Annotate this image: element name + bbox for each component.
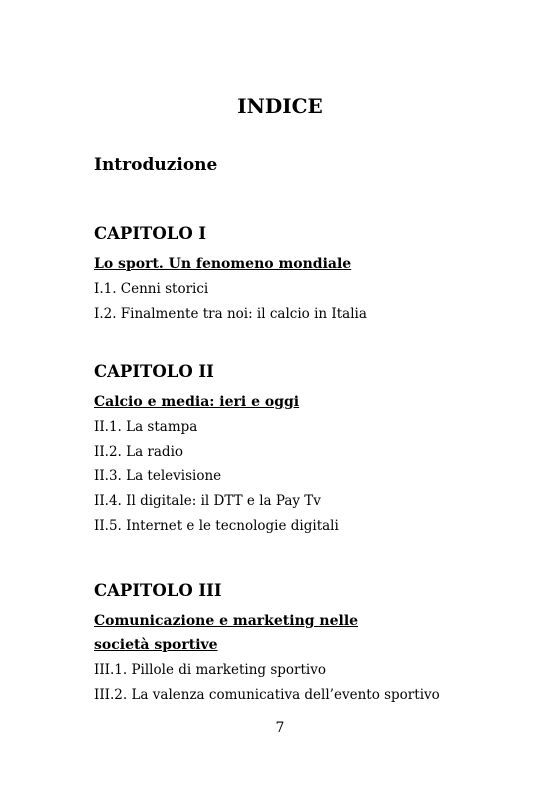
section-item: II.2. La radio — [94, 443, 184, 460]
chapter-heading: CAPITOLO III — [94, 581, 222, 600]
section-item: II.5. Internet e le tecnologie digitali — [94, 517, 339, 534]
section-item: I.1. Cenni storici — [94, 281, 209, 297]
section-item: II.4. Il digitale: il DTT e la Pay Tv — [94, 493, 321, 510]
introduction-heading: Introduzione — [94, 155, 218, 175]
section-item: III.1. Pillole di marketing sportivo — [94, 662, 326, 678]
chapter-1 — [94, 224, 474, 326]
section-item: II.1. La stampa — [94, 419, 198, 435]
section-list — [94, 277, 474, 326]
chapter-subtitle: Comunicazione e marketing nelle società sportive — [94, 613, 359, 653]
chapter-2 — [94, 362, 474, 539]
page-title: INDICE — [237, 94, 323, 118]
section-item: II.3. La televisione — [94, 468, 222, 485]
section-item: I.2. Finalmente tra noi: il calcio in Italia — [94, 305, 367, 322]
chapter-3 — [94, 581, 474, 707]
chapter-heading: CAPITOLO I — [94, 224, 207, 243]
chapter-heading: CAPITOLO II — [94, 362, 214, 381]
section-list — [94, 415, 474, 539]
section-item: III.2. La valenza comunicativa dell’evento sportivo — [94, 686, 440, 703]
chapter-subtitle: Lo sport. Un fenomeno mondiale — [94, 256, 352, 272]
section-list — [94, 658, 474, 707]
chapter-subtitle: Calcio e media: ieri e oggi — [94, 394, 300, 410]
page-number: 7 — [275, 720, 285, 736]
